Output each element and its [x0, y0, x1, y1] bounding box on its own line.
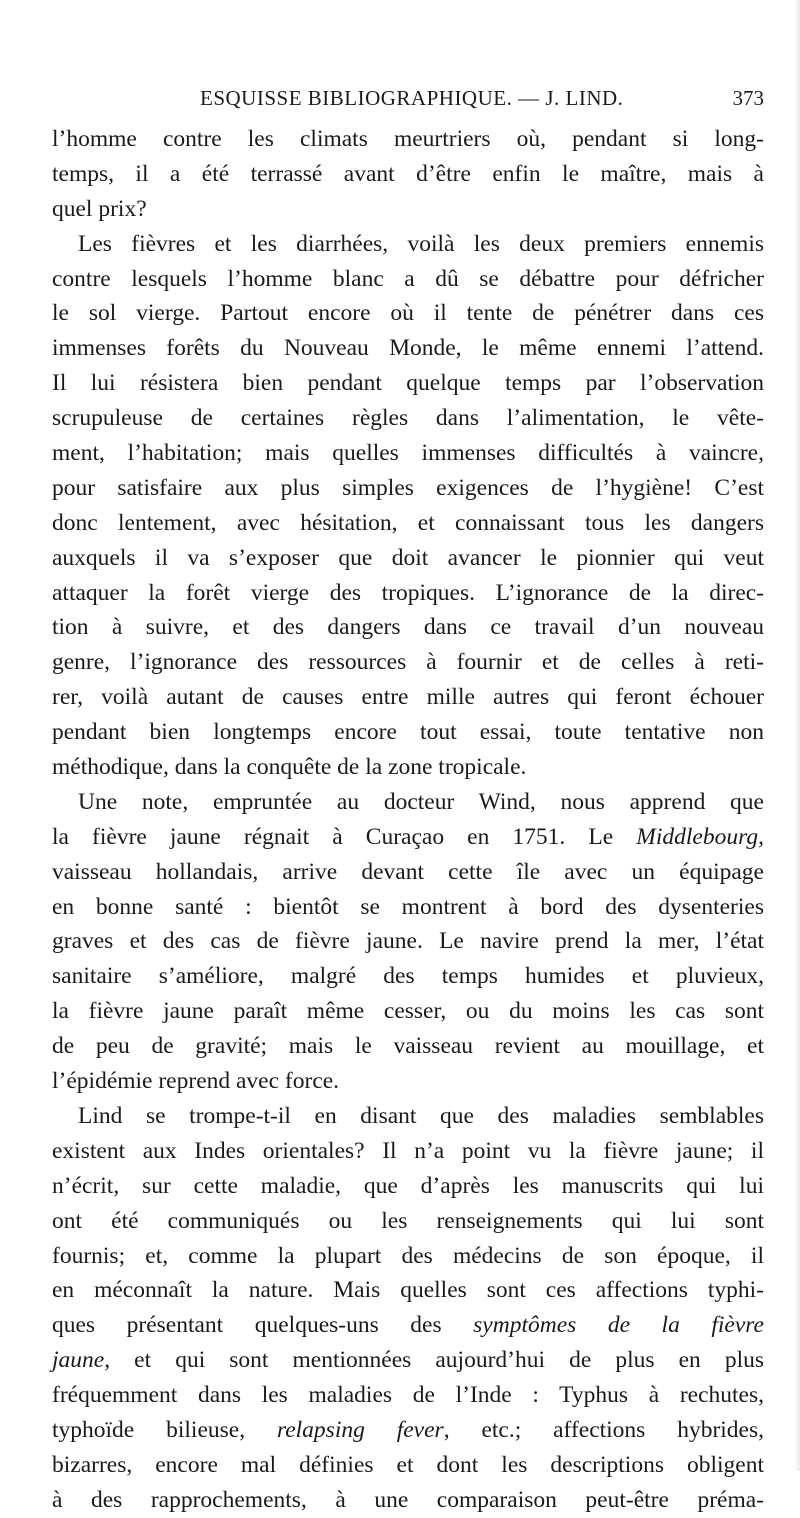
text-line — [52, 820, 764, 855]
page-edge-shadow — [794, 0, 800, 1471]
text-line — [52, 1308, 764, 1343]
text-line: pendant bien longtemps encore tout essai, toute tentative non — [52, 719, 764, 746]
text-line: sanitaire s’améliore, malgré des temps humides et pluvieux, — [52, 963, 764, 990]
running-title: ESQUISSE BIBLIOGRAPHIQUE. — J. LIND. — [200, 86, 624, 110]
text-line — [52, 1343, 764, 1378]
text-line: l’épidémie reprend avec force. — [52, 1068, 340, 1095]
text-line: la fièvre jaune paraît même cesser, ou du moins les cas sont — [52, 998, 764, 1025]
text-line: Il lui résistera bien pendant quelque temps par l’observation — [52, 370, 764, 397]
italic-phrase: relapsing fever — [276, 1416, 444, 1443]
text-line: scrupuleuse de certaines règles dans l’alimentation, le vête- — [52, 405, 764, 432]
text-line: Les fièvres et les diarrhées, voilà les deux premiers ennemis — [78, 230, 764, 257]
text-line: temps, il a été terrassé avant d’être enfin le maître, mais à — [52, 160, 764, 187]
ship-name: Middlebourg — [636, 823, 759, 850]
text-line: ment, l’habitation; mais quelles immenses difficultés à vaincre, — [52, 440, 764, 467]
text-line: fréquemment dans les maladies de l’Inde : Typhus à rechutes, — [52, 1382, 764, 1409]
text-run: , etc.; affections hybrides, — [443, 1416, 765, 1443]
text-line: méthodique, dans la conquête de la zone tropicale. — [52, 754, 527, 781]
text-line: de peu de gravité; mais le vaisseau revient au mouillage, et — [52, 1033, 764, 1060]
text-line: immenses forêts du Nouveau Monde, le même ennemi l’attend. — [52, 335, 764, 362]
text-run: , — [758, 823, 764, 850]
page-number: 373 — [732, 86, 764, 110]
text-run: ques présentant quelques-uns des — [52, 1312, 474, 1339]
text-line: graves et des cas de fièvre jaune. Le navire prend la mer, l’état — [52, 928, 764, 955]
text-line: en méconnaît la nature. Mais quelles sont ces affections typhi- — [52, 1277, 764, 1304]
text-run: typhoïde bilieuse, — [52, 1416, 277, 1443]
text-line: Lind se trompe-t-il en disant que des maladies semblables — [78, 1102, 764, 1129]
text-line: tion à suivre, et des dangers dans ce travail d’un nouveau — [52, 614, 764, 641]
text-line: fournis; et, comme la plupart des médecins de son époque, il — [52, 1242, 764, 1269]
text-run: , et qui sont mentionnées aujourd’hui de plus en plus — [104, 1347, 764, 1374]
running-head — [52, 86, 764, 116]
text-line — [52, 1413, 764, 1448]
text-line: Une note, empruntée au docteur Wind, nous apprend que — [78, 788, 764, 815]
text-line: contre lesquels l’homme blanc a dû se débattre pour défricher — [52, 265, 764, 292]
text-line: n’écrit, sur cette maladie, que d’après les manuscrits qui lui — [52, 1172, 764, 1199]
text-line: quel prix? — [52, 195, 147, 222]
text-line: donc lentement, avec hésitation, et connaissant tous les dangers — [52, 509, 764, 536]
text-line: l’homme contre les climats meurtriers où, pendant si long- — [52, 126, 764, 152]
italic-phrase: symptômes de la fièvre — [473, 1312, 764, 1339]
text-line: à des rapprochements, à une comparaison peut-être préma- — [52, 1486, 764, 1513]
text-line: genre, l’ignorance des ressources à fournir et de celles à reti- — [52, 649, 764, 676]
body-text — [52, 122, 764, 1518]
text-line: auxquels il va s’exposer que doit avancer le pionnier qui veut — [52, 544, 764, 571]
text-line: existent aux Indes orientales? Il n’a point vu la fièvre jaune; il — [52, 1137, 764, 1164]
text-line: en bonne santé : bientôt se montrent à bord des dysenteries — [52, 893, 764, 920]
text-line: rer, voilà autant de causes entre mille autres qui feront échouer — [52, 684, 764, 711]
text-line: vaisseau hollandais, arrive devant cette île avec un équipage — [52, 858, 764, 885]
text-run: la fièvre jaune régnait à Curaçao en 1751. Le — [52, 823, 637, 850]
text-line: le sol vierge. Partout encore où il tente de pénétrer dans ces — [52, 300, 764, 327]
text-line: attaquer la forêt vierge des tropiques. L’ignorance de la direc- — [52, 579, 764, 606]
text-line: pour satisfaire aux plus simples exigences de l’hygiène! C’est — [52, 474, 764, 501]
text-line: ont été communiqués ou les renseignements qui lui sont — [52, 1207, 764, 1234]
italic-phrase: jaune — [52, 1347, 105, 1374]
text-line: bizarres, encore mal définies et dont les descriptions obligent — [52, 1451, 764, 1478]
